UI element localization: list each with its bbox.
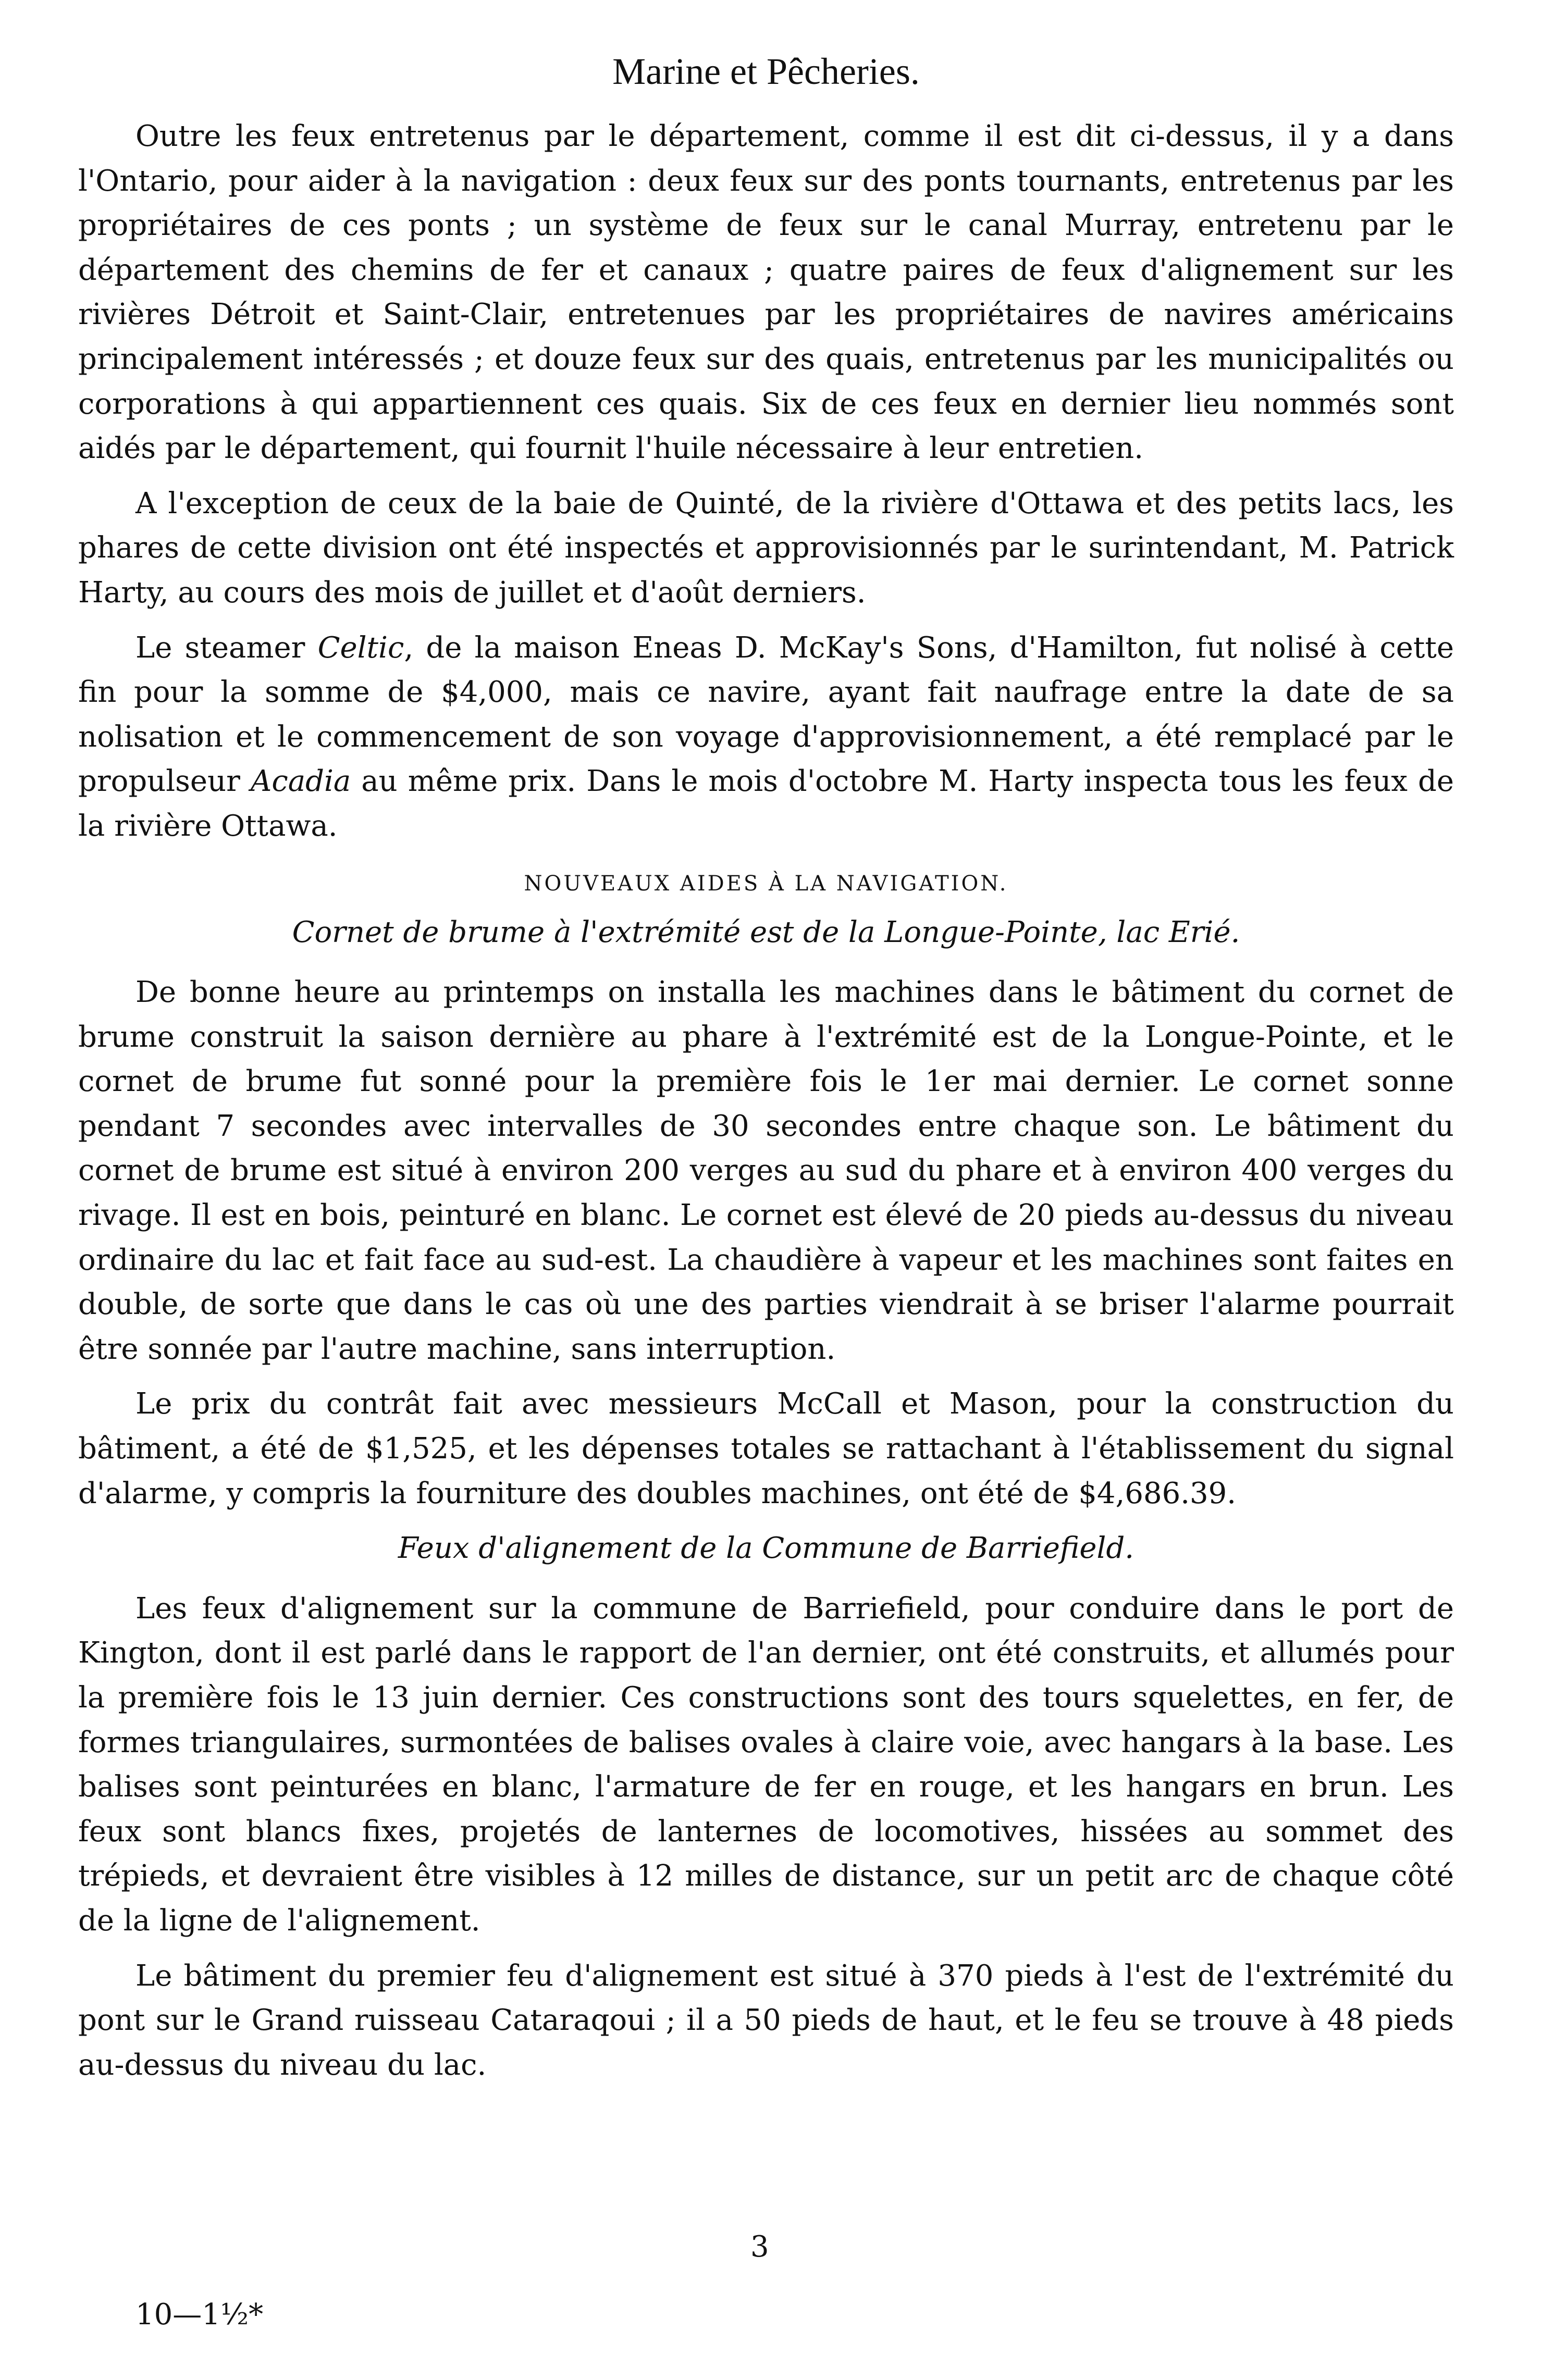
steamer-text-a: Le steamer xyxy=(135,630,318,665)
section-heading: NOUVEAUX AIDES À LA NAVIGATION. xyxy=(524,871,1008,896)
paragraph-first-light: Le bâtiment du premier feu d'alignement est situé à 370 pieds à l'est de l'extrémité du pont sur le Grand ruisseau Cataraqoui ; il a 50 pieds de haut, et le feu se trouve à 48 pieds au-dessus du niveau du lac. xyxy=(78,1958,1454,2082)
page-header: Marine et Pêcheries. xyxy=(612,51,920,92)
paragraph-inspection: A l'exception de ceux de la baie de Quinté, de la rivière d'Ottawa et des petits lacs, les phares de cette division ont été inspectés et approvisionnés par le surintendant, M. Patrick Harty, au cours des mois de juillet et d'août derniers. xyxy=(78,486,1454,610)
ship-name-acadia: Acadia xyxy=(250,764,351,799)
paragraph-steamer xyxy=(78,626,1454,849)
steamer-text-b: , de la maison Eneas D. McKay's Sons, d'Hamilton, fut nolisé à cette fin pour la somme de $4,000, mais ce navire, ayant fait naufrage entre la date de sa nolisation et le commencement de son voyage d'approvisionnement, a été remplacé par le propulseur xyxy=(78,630,1454,799)
ship-name-celtic: Celtic xyxy=(317,630,404,665)
steamer-text-c: au même prix. Dans le mois d'octobre M. Harty inspecta tous les feux de la rivière Ottawa. xyxy=(78,764,1454,843)
paragraph-fog-horn: De bonne heure au printemps on installa les machines dans le bâtiment du cornet de brume construit la saison dernière au phare à l'extrémité est de la Longue-Pointe, et le cornet de brume fut sonné pour la première fois le 1er mai dernier. Le cornet sonne pendant 7 secondes avec intervalles de 30 secondes entre chaque son. Le bâtiment du cornet de brume est situé à environ 200 verges au sud du phare et à environ 400 verges du rivage. Il est en bois, peinturé en blanc. Le cornet est élevé de 20 pieds au-dessus du niveau ordinaire du lac et fait face au sud-est. La chaudière à vapeur et les machines sont faites en double, de sorte que dans le cas où une des parties viendrait à se briser l'alarme pourrait être sonnée par l'autre machine, sans interruption. xyxy=(78,975,1454,1366)
page-number: 3 xyxy=(750,2230,769,2264)
subheading-fog-horn: Cornet de brume à l'extrémité est de la Longue-Pointe, lac Erié. xyxy=(292,915,1240,949)
subheading-range-lights: Feux d'alignement de la Commune de Barriefield. xyxy=(398,1531,1134,1566)
document-page xyxy=(78,50,1454,2098)
paragraph-ontario-lights: Outre les feux entretenus par le département, comme il est dit ci-dessus, il y a dans l'Ontario, pour aider à la navigation : deux feux sur des ponts tournants, entretenus par les propriétaires de ces ponts ; un système de feux sur le canal Murray, entretenu par le département des chemins de fer et canaux ; quatre paires de feux d'alignement sur les rivières Détroit et Saint-Clair, entretenues par les propriétaires de navires américains principalement intéressés ; et douze feux sur des quais, entretenus par les municipalités ou corporations à qui appartiennent ces quais. Six de ces feux en dernier lieu nommés sont aidés par le département, qui fournit l'huile nécessaire à leur entretien. xyxy=(78,119,1454,466)
paragraph-range-lights: Les feux d'alignement sur la commune de Barriefield, pour conduire dans le port de Kington, dont il est parlé dans le rapport de l'an dernier, ont été construits, et allumés pour la première fois le 13 juin dernier. Ces constructions sont des tours squelettes, en fer, de formes triangulaires, surmontées de balises ovales à claire voie, avec hangars à la base. Les balises sont peinturées en blanc, l'armature de fer en rouge, et les hangars en brun. Les feux sont blancs fixes, projetés de lanternes de locomotives, hissées au sommet des trépieds, et devraient être visibles à 12 milles de distance, sur un petit arc de chaque côté de la ligne de l'alignement. xyxy=(78,1591,1454,1938)
signature-mark: 10—1½* xyxy=(135,2298,264,2332)
paragraph-contract: Le prix du contrât fait avec messieurs McCall et Mason, pour la construction du bâtiment, a été de $1,525, et les dépenses totales se rattachant à l'établissement du signal d'alarme, y compris la fourniture des doubles machines, ont été de $4,686.39. xyxy=(78,1387,1454,1510)
